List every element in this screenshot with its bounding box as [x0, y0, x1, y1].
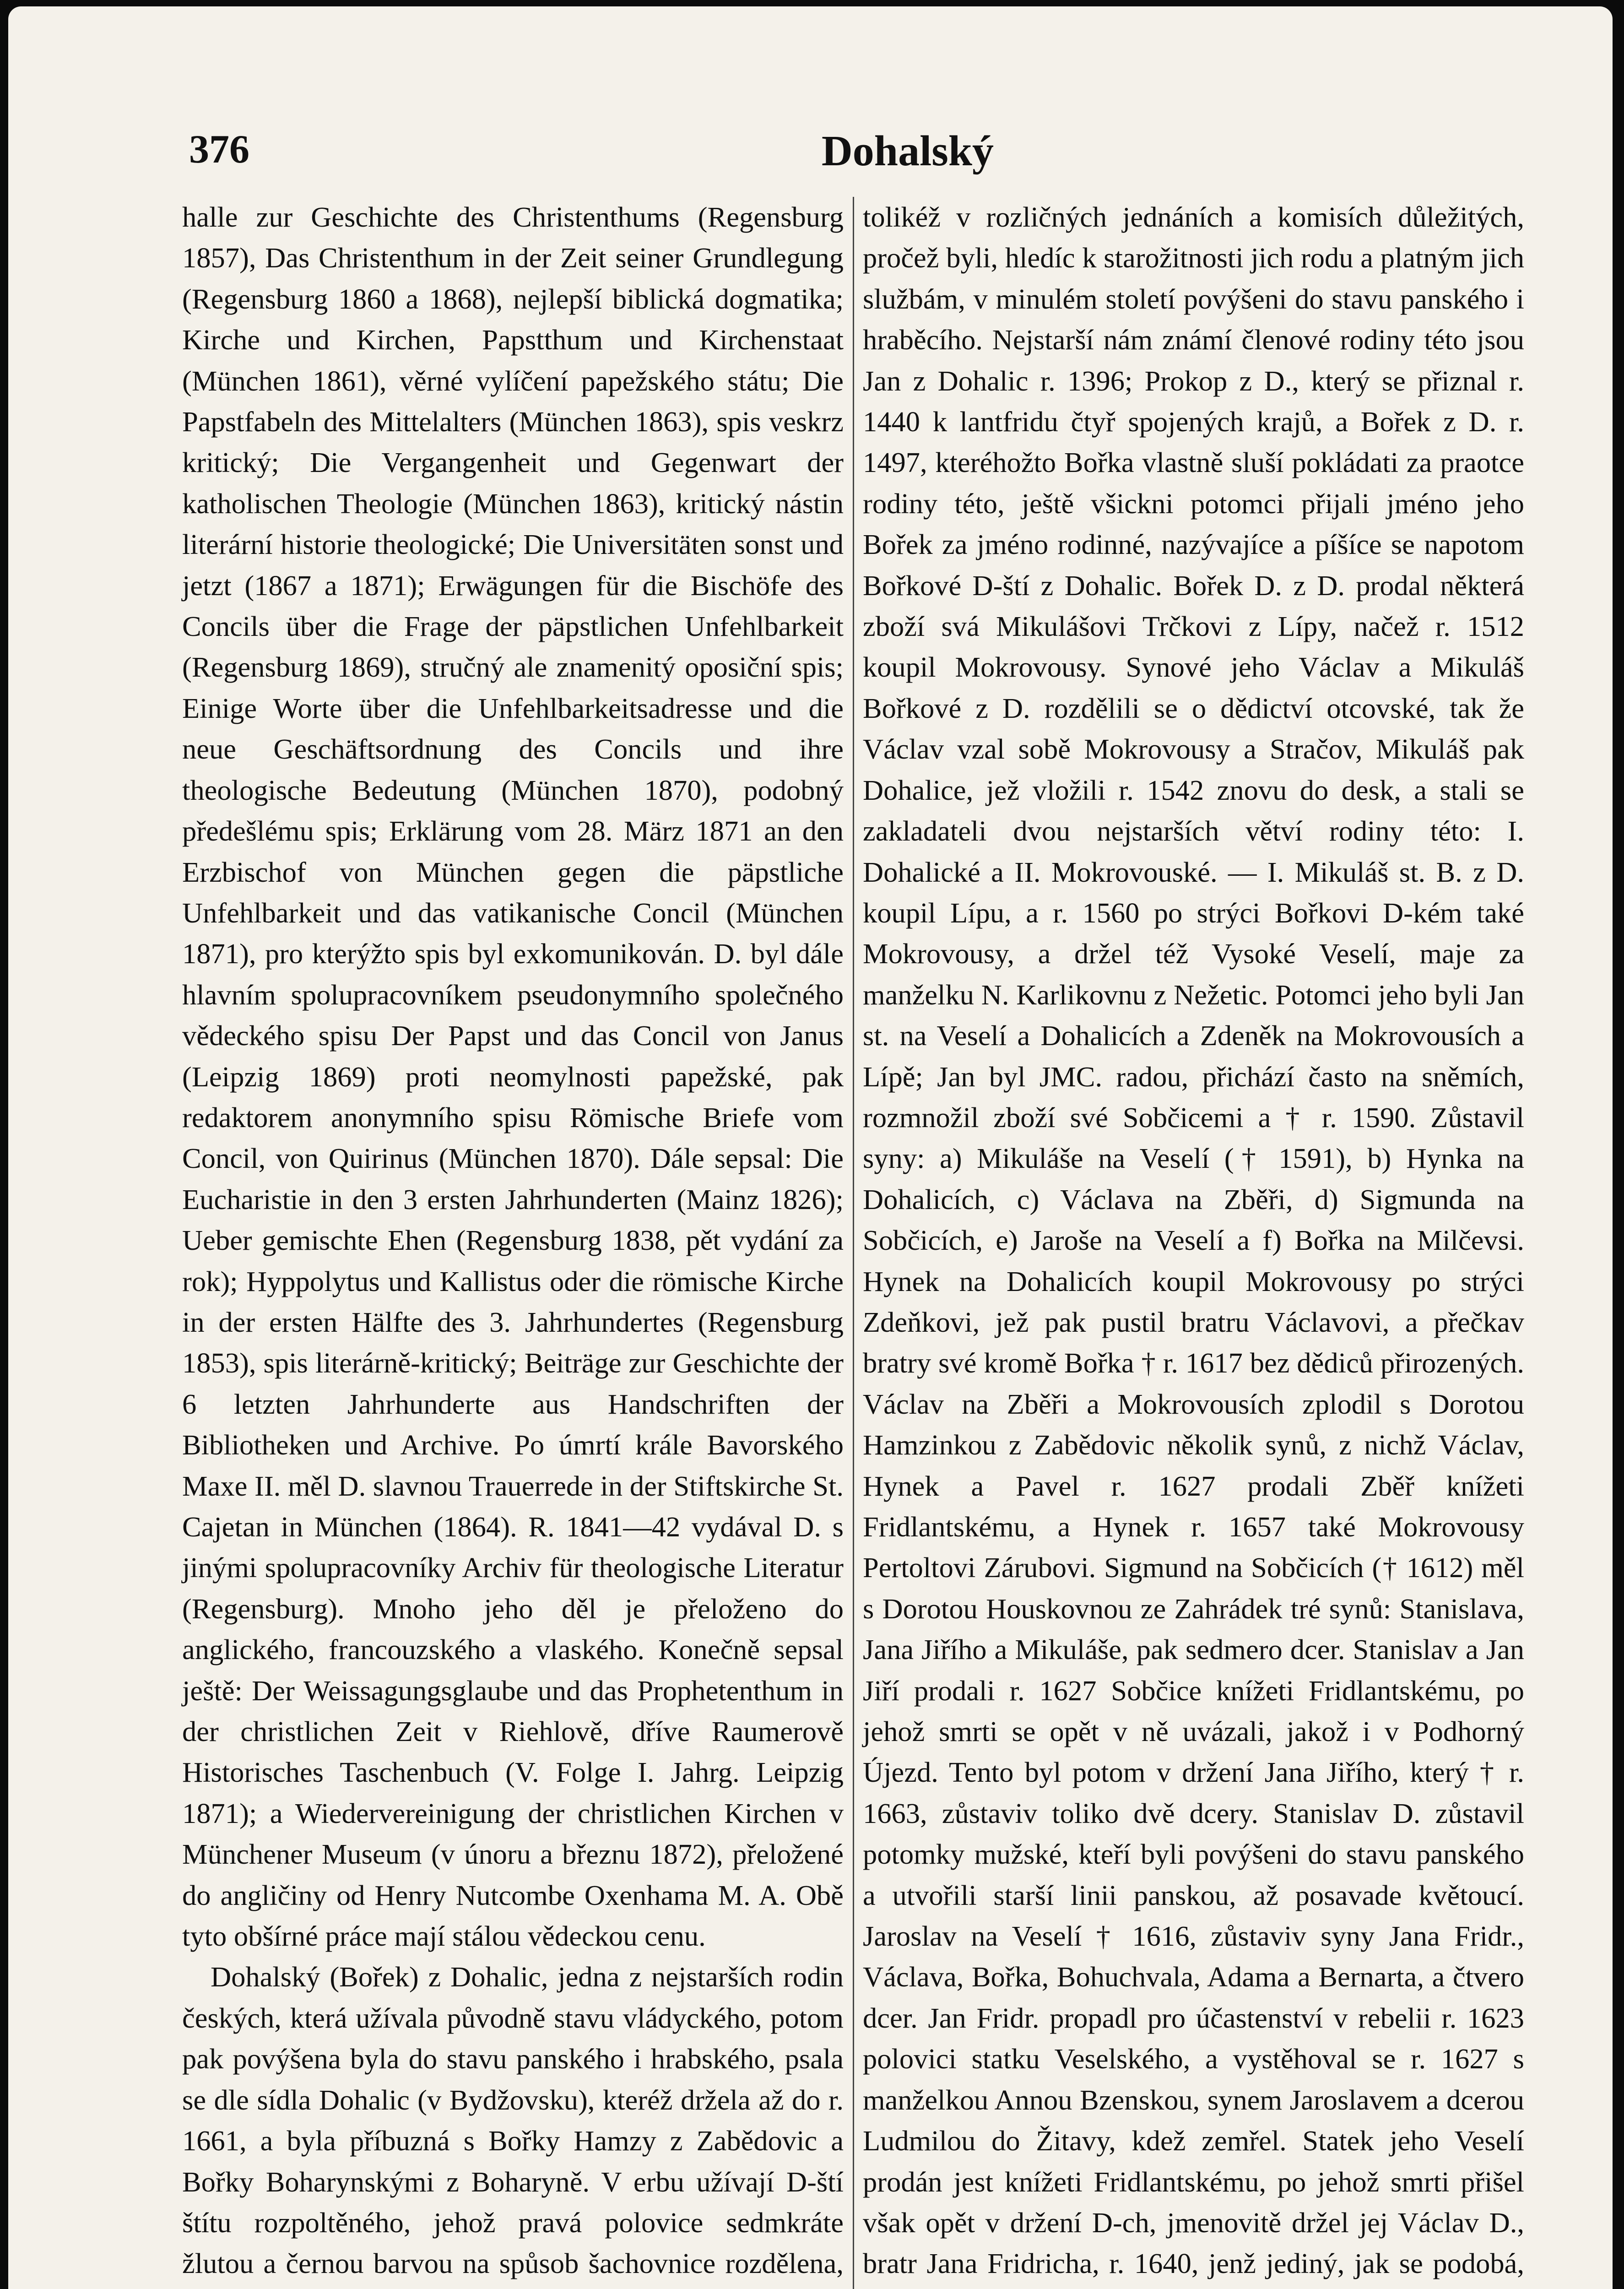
left-column [182, 197, 844, 2289]
page-number: 376 [189, 127, 249, 172]
running-title: Dohalský [821, 127, 994, 175]
column-divider [853, 197, 854, 2289]
right-paragraph-1: tolikéž v rozličných jednáních a komisích důležitých, pročež byli, hledíc k starožitnosti jich rodu a platným jich službám, v minulém století povýšeni do stavu panského i hraběcího. Nejstarší nám známí členové rodiny této jsou Jan z Dohalic r. 1396; Prokop z D., který se přiznal r. 1440 k lantfridu čtyř spojených krajů, a Bořek z D. r. 1497, kteréhožto Bořka vlastně sluší pokládati za praotce rodiny této, ještě všickni potomci přijali jméno jeho Bořek za jméno rodinné, nazývajíce a píšíce se napotom Bořkové D-ští z Dohalic. Bořek D. z D. prodal některá zboží svá Mikulášovi Trčkovi z Lípy, načež r. 1512 koupil Mokrovousy. Synové jeho Václav a Mikuláš Bořkové z D. rozdělili se o dědictví otcovské, tak že Václav vzal sobě Mokrovousy a Stračov, Mikuláš pak Dohalice, jež vložili r. 1542 znovu do desk, a stali se zakladateli dvou nejstarších větví rodiny této: I. Dohalické a II. Mokrovouské. — I. Mikuláš st. B. z D. koupil Lípu, a r. 1560 po strýci Bořkovi D-kém také Mokrovousy, a držel též Vysoké Veselí, maje za manželku N. Karlikovnu z Nežetic. Potomci jeho byli Jan st. na Veselí a Dohalicích a Zdeněk na Mokrovousích a Lípě; Jan byl JMC. radou, přichází často na sněmích, rozmnožil zboží své Sobčicemi a † r. 1590. Zůstavil syny: a) Mikuláše na Veselí († 1591), b) Hynka na Dohalicích, c) Václava na Zběři, d) Sigmunda na Sobčicích, e) Jaroše na Veselí a f) Bořka na Milčevsi. Hynek na Dohalicích koupil Mokrovousy po strýci Zdeňkovi, jež pak pustil bratru Václavovi, a přečkav bratry své kromě Bořka † r. 1617 bez dědiců přirozených. Václav na Zběři a Mokrovousích zplodil s Dorotou Hamzinkou z Zabědovic několik synů, z nichž Václav, Hynek a Pavel r. 1627 prodali Zběř knížeti Fridlantskému, a Hynek r. 1657 také Mokrovousy Pertoltovi Zárubovi. Sigmund na Sobčicích († 1612) měl s Dorotou Houskovnou ze Zahrádek tré synů: Stanislava, Jana Jiřího a Mikuláše, pak sedmero dcer. Stanislav a Jan Jiří prodali r. 1627 Sobčice knížeti Fridlantskému, po jehož smrti se opět v ně uvázali, jakož i v Podhorný Újezd. Tento byl potom v držení Jana Jiřího, který † r. 1663, zůstaviv toliko dvě dcery. Stanislav D. zůstavil potomky mužské, kteří byli povýšeni do stavu panského a utvořili starší linii panskou, až posavade květoucí. Jaroslav na Veselí † 1616, zůstaviv syny Jana Fridr., Václava, Bořka, Bohuchvala, Adama a Bernarta, a čtvero dcer. Jan Fridr. propadl pro účastenství v rebelii r. 1623 polovici statku Veselského, a vystěhoval se r. 1627 s manželkou Annou Bzenskou, synem Jaroslavem a dcerou Ludmilou do Žitavy, kdež zemřel. Statek jeho Veselí prodán jest knížeti Fridlantskému, po jehož smrti přišel však opět v držení D-ch, jmenovitě držel jej Václav D., bratr Jana Fridricha, r. 1640, jenž jediný, jak se podobá, [863, 201, 1524, 2280]
left-paragraph-1: halle zur Geschichte des Christenthums (Regensburg 1857), Das Christenthum in der Zeit seiner Grundlegung (Regensburg 1860 a 1868), nejlepší biblická dogmatika; Kirche und Kirchen, Papstthum und Kirchenstaat (München 1861), věrné vylíčení papežského státu; Die Papstfabeln des Mittelalters (München 1863), spis veskrz kritický; Die Vergangenheit und Gegenwart der katholischen Theologie (München 1863), kritický nástin literární historie theologické; Die Universitäten sonst und jetzt (1867 a 1871); Erwägungen für die Bischöfe des Concils über die Frage der päpstlichen Unfehlbarkeit (Regensburg 1869), stručný ale znamenitý oposiční spis; Einige Worte über die Unfehlbarkeitsadresse und die neue Geschäftsordnung des Concils und ihre theologische Bedeutung (München 1870), podobný předešlému spis; Erklärung vom 28. März 1871 an den Erzbischof von München gegen die päpstliche Unfehlbarkeit und das vatikanische Concil (München 1871), pro kterýžto spis byl exkomunikován. D. byl dále hlavním spolupracovníkem pseudonymního společného vědeckého spisu Der Papst und das Concil von Janus (Leipzig 1869) proti neomylnosti papežské, pak redaktorem anonymního spisu Römische Briefe vom Concil, von Quirinus (München 1870). Dále sepsal: Die Eucharistie in den 3 ersten Jahrhunderten (Mainz 1826); Ueber gemischte Ehen (Regensburg 1838, pět vydání za rok); Hyppolytus und Kallistus oder die römische Kirche in der ersten Hälfte des 3. Jahrhundertes (Regensburg 1853), spis literárně-kritický; Beiträge zur Geschichte der 6 letzten Jahrhunderte aus Handschriften der Bibliotheken und Archive. Po úmrtí krále Bavorského Maxe II. měl D. slavnou Trauerrede in der Stiftskirche St. Cajetan in München (1864). R. 1841—42 vydával D. s jinými spolupracovníky Archiv für theologische Literatur (Regensburg). Mnoho jeho děl je přeloženo do anglického, francouzského a vlaského. Konečně sepsal ještě: Der Weissagungsglaube und das Prophetenthum in der christlichen Zeit v Riehlově, dříve Raumerově Historisches Taschenbuch (V. Folge I. Jahrg. Leipzig 1871); a Wiedervereinigung der christlichen Kirchen v Münchener Museum (v únoru a březnu 1872), přeložené do angličiny od Henry Nutcombe Oxenhama M. A. Obě tyto obšírné práce mají stálou vědeckou cenu. [182, 201, 844, 1953]
right-column [863, 197, 1524, 2289]
page-header [189, 126, 1498, 181]
left-paragraph-2: Dohalský (Bořek) z Dohalic, jedna z nejstarších rodin českých, která užívala původně stavu vládyckého, potom pak povýšena byla do stavu panského i hrabského, psala se dle sídla Dohalic (v Bydžovsku), kteréž držela až do r. 1661, a byla příbuzná s Bořky Hamzy z Zabědovic a Bořky Boharynskými z Boharyně. V erbu užívají D-ští štítu rozpoltěného, jehož pravá polovice sedmkráte žlutou a černou barvou na spůsob šachovnice rozdělena, [182, 1961, 844, 2280]
